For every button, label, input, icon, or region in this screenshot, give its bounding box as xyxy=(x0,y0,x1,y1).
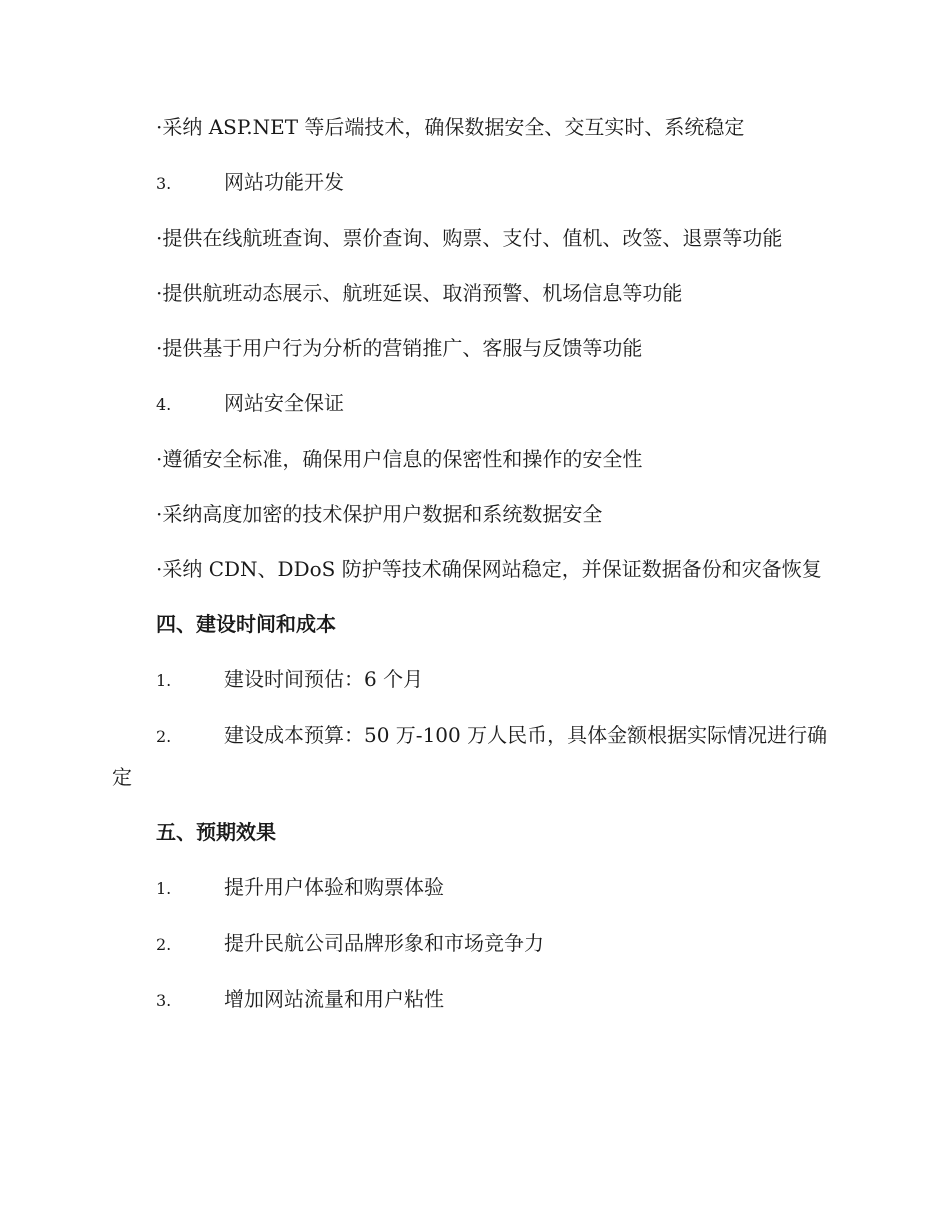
bullet-encryption: ·采纳高度加密的技术保护用户数据和系统数据安全 xyxy=(156,502,603,526)
numbered-item-brand xyxy=(112,923,838,965)
item-number: 3. xyxy=(156,991,172,1010)
item-text: 建设成本预算：50 万-100 万人民币，具体金额根据实际情况进行确定 xyxy=(112,723,828,789)
numbered-item-cost xyxy=(112,715,838,798)
numbered-item-user-experience xyxy=(112,867,838,909)
numbered-item-security xyxy=(112,383,838,425)
bullet-security-standards: ·遵循安全标准，确保用户信息的保密性和操作的安全性 xyxy=(156,447,643,471)
bullet-online-services: ·提供在线航班查询、票价查询、购票、支付、值机、改签、退票等功能 xyxy=(156,226,783,250)
section-heading-expected-results: 五、预期效果 xyxy=(156,820,276,844)
document-body xyxy=(112,107,838,1035)
numbered-item-time xyxy=(112,659,838,701)
bullet-marketing: ·提供基于用户行为分析的营销推广、客服与反馈等功能 xyxy=(156,336,643,360)
numbered-item-function-dev xyxy=(112,162,838,204)
item-text: 提升民航公司品牌形象和市场竞争力 xyxy=(224,931,544,955)
item-text: 提升用户体验和购票体验 xyxy=(224,875,444,899)
bullet-flight-status: ·提供航班动态展示、航班延误、取消预警、机场信息等功能 xyxy=(156,281,683,305)
item-text: 增加网站流量和用户粘性 xyxy=(224,987,444,1011)
item-number: 4. xyxy=(156,395,172,414)
bullet-cdn-ddos: ·采纳 CDN、DDoS 防护等技术确保网站稳定，并保证数据备份和灾备恢复 xyxy=(156,557,822,581)
item-number: 2. xyxy=(156,727,172,746)
section-heading-time-cost: 四、建设时间和成本 xyxy=(156,612,336,636)
item-number: 1. xyxy=(156,879,172,898)
bullet-backend-tech: ·采纳 ASP.NET 等后端技术，确保数据安全、交互实时、系统稳定 xyxy=(156,115,745,139)
item-number: 1. xyxy=(156,671,172,690)
item-text: 网站功能开发 xyxy=(224,170,344,194)
item-text: 建设时间预估：6 个月 xyxy=(224,667,424,691)
item-text: 网站安全保证 xyxy=(224,391,344,415)
item-number: 2. xyxy=(156,935,172,954)
item-number: 3. xyxy=(156,174,172,193)
numbered-item-traffic xyxy=(112,979,838,1021)
